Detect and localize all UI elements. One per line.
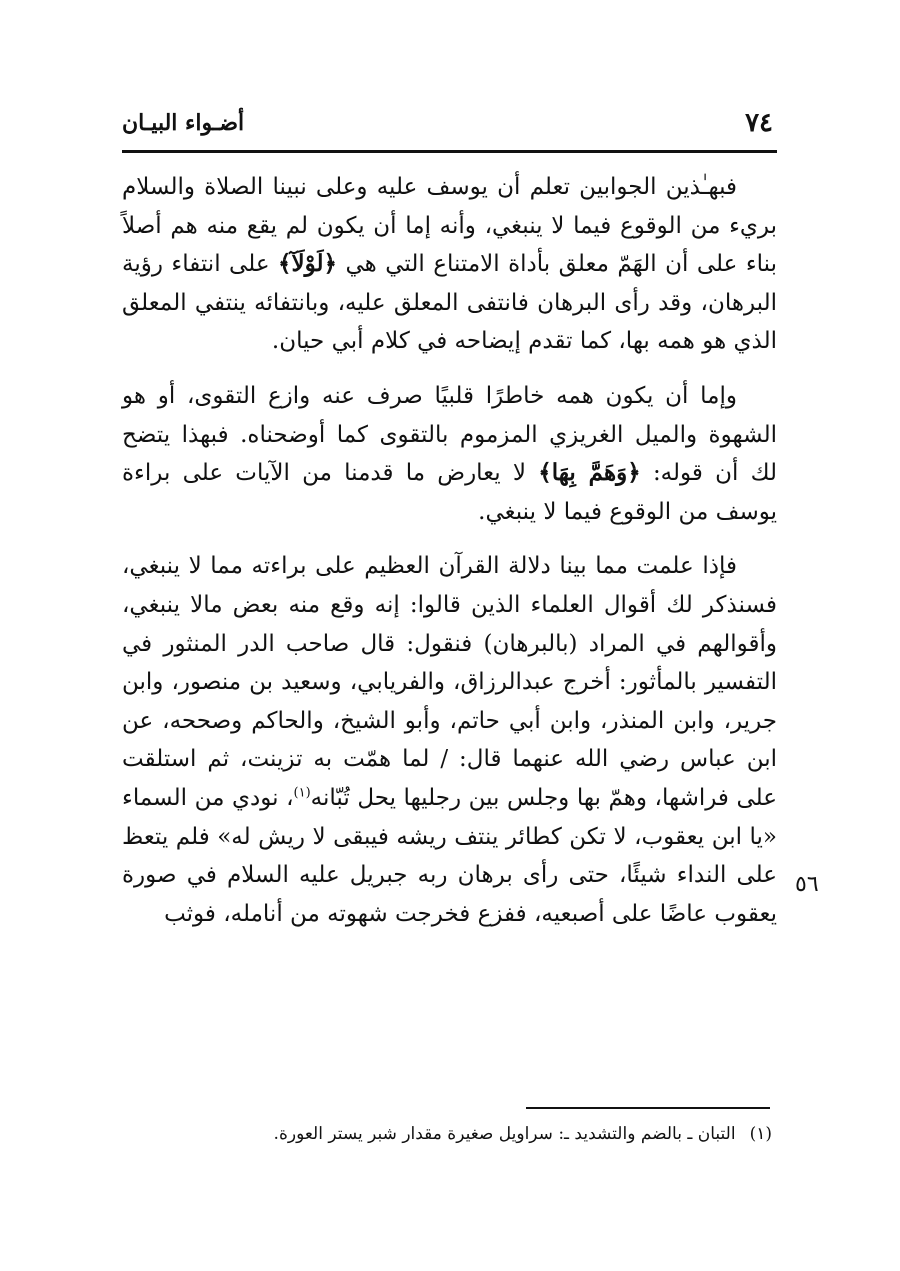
body-text <box>122 168 777 933</box>
page-header <box>122 108 777 148</box>
footnote <box>140 1124 772 1144</box>
quran-quote-wahamma: ﴿وَهَمَّ بِهَا﴾ <box>538 459 641 487</box>
paragraph-2-text-b: لا يعارض ما قدمنا من الآيات على براءة يوسف من الوقوع فيما لا ينبغي. <box>122 460 777 525</box>
paragraph-1-text-a: فبهـٰذين الجوابين تعلم أن يوسف عليه وعلى نبينا الصلاة والسلام بريء من الوقوع فيما لا ينبغي، وأنه إما أن يكون لم يقع منه هم أصلاً بناء على أن الهَمّ معلق بأداة الامتناع التي هي <box>122 174 777 278</box>
quran-quote-lawla: ﴿لَوْلَآ﴾ <box>278 250 338 278</box>
running-title: أضـواء البيـان <box>122 110 245 136</box>
margin-page-marker: ٥٦ <box>795 872 819 897</box>
paragraph-3-text-b: ، نودي من السماء «يا ابن يعقوب، لا تكن كطائر ينتف ريشه فيبقى لا ريش له» فلم يتعظ على النداء شيئًا، حتى رأى برهان ربه جبريل عليه السلام في صورة يعقوب عاضًا على أصبعيه، ففزع فخرجت شهوته من أنامله، فوثب <box>122 784 777 927</box>
header-rule <box>122 150 777 153</box>
footnote-reference: (١) <box>293 785 311 801</box>
paragraph-3 <box>122 547 777 933</box>
footnote-number: (١) <box>749 1124 772 1144</box>
paragraph-3-text-a: فإذا علمت مما بينا دلالة القرآن العظيم على براءته مما لا ينبغي، فسنذكر لك أقوال العلماء الذين قالوا: إنه وقع منه بعض مالا ينبغي، وأقوالهم في المراد (بالبرهان) فنقول: قال صاحب الدر المنثور في التفسير بالمأثور: أخرج عبدالرزاق، والفريابي، وسعيد بن منصور، وابن جرير، وابن المنذر، وابن أبي حاتم، وأبو الشيخ، والحاكم وصححه، عن ابن عباس رضي الله عنهما قال: / لما همّت به تزينت، ثم استلقت على فراشها، وهمّ بها وجلس بين رجليها يحل تُبّانه <box>122 553 778 811</box>
paragraph-1-text-b: على انتفاء رؤية البرهان، وقد رأى البرهان فانتفى المعلق عليه، وبانتفائه ينتفي المعلق الذي هو همه بها، كما تقدم إيضاحه في كلام أبي حيان. <box>122 251 777 355</box>
footnote-text: التبان ـ بالضم والتشديد ـ: سراويل صغيرة مقدار شبر يستر العورة. <box>273 1124 736 1144</box>
footnote-rule <box>526 1107 770 1109</box>
paragraph-2-text-a: وإما أن يكون همه خاطرًا قلبيًا صرف عنه وازع التقوى، أو هو الشهوة والميل الغريزي المزموم بالتقوى كما أوضحناه. فبهذا يتضح لك أن قوله: <box>122 382 778 487</box>
page-number: ٧٤ <box>745 108 773 138</box>
paragraph-1 <box>122 168 777 361</box>
paragraph-2 <box>122 377 777 531</box>
